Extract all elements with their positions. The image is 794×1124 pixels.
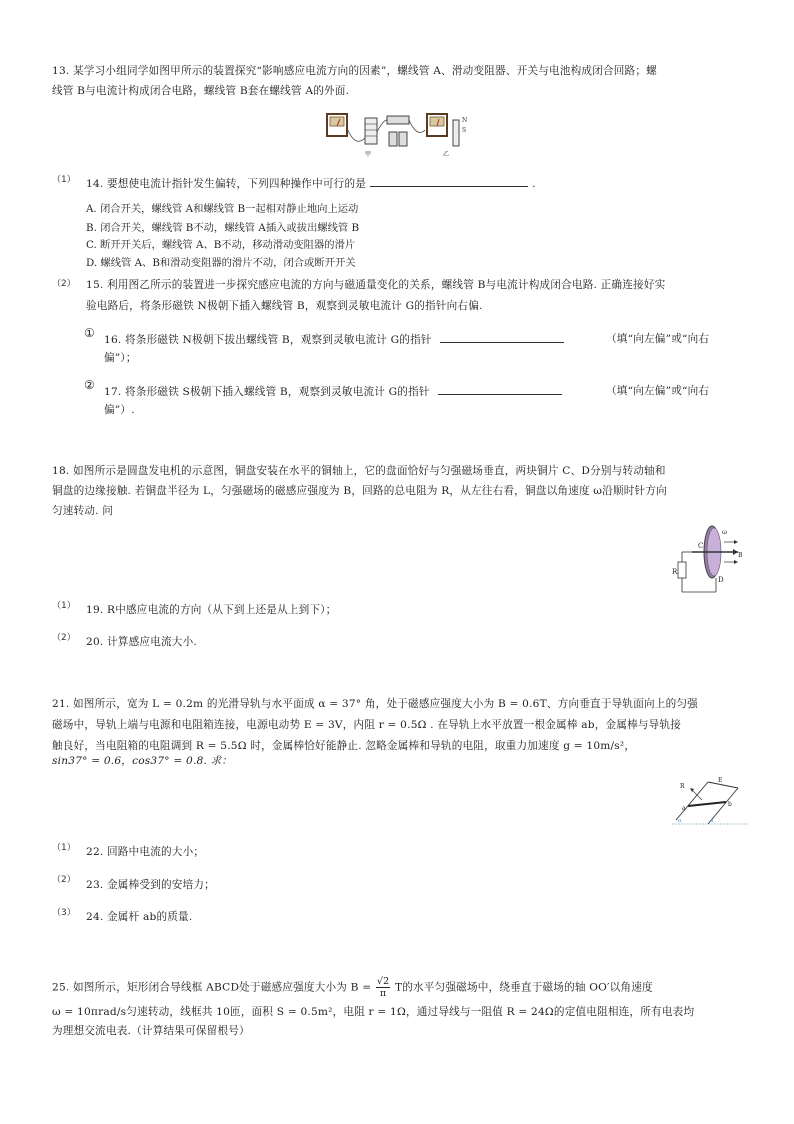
q25-line3: 为理想交流电表.（计算结果可保留根号） <box>52 1025 250 1037</box>
q25-frac-num: √2 <box>376 976 390 987</box>
q21-fig-label-alpha1: α <box>678 818 682 824</box>
svg-text:N: N <box>462 117 468 124</box>
q17-line2: 偏”）. <box>104 404 135 416</box>
svg-text:乙: 乙 <box>443 151 450 158</box>
q25-line1b: T的水平匀强磁场中，绕垂直于磁场的轴 OO′以角速度 <box>394 981 653 994</box>
q16-line1-row <box>104 330 568 350</box>
q14-option-c[interactable]: C. 断开开关后，螺线管 A、B不动，移动滑动变阻器的滑片 <box>86 239 356 251</box>
q21-inclined-rails-figure <box>668 776 752 830</box>
q18-line2: 铜盘的边缘接触. 若铜盘半径为 L，匀强磁场的磁感应强度为 B，回路的总电阻为 R，从左往右看，铜盘以角速度 ω沿顺时针方向 <box>52 485 667 497</box>
q24-text: 24. 金属杆 ab的质量. <box>86 911 193 923</box>
q16-marker: ① <box>84 326 95 340</box>
q21-line4: sin37° = 0.6，cos37° = 0.8. 求： <box>52 755 233 767</box>
q21-line1: 21. 如图所示，宽为 L = 0.2m 的光滑导轨与水平面成 α = 37° 角，处于磁感应强度大小为 B = 0.6T、方向垂直于导轨面向上的匀强 <box>52 698 698 710</box>
q15-line1: 15. 利用图乙所示的装置进一步探究感应电流的方向与磁通量变化的关系，螺线管 B与电流计构成闭合电路. 正确连接好实 <box>86 279 666 291</box>
q14-end: . <box>532 178 536 190</box>
q17-answer-blank[interactable] <box>438 382 562 395</box>
svg-text:甲: 甲 <box>365 151 372 158</box>
q17-line1-row <box>104 382 566 402</box>
q21-line3: 触良好，当电阻箱的电阻调到 R = 5.5Ω 时，金属棒恰好能静止. 忽略金属棒和导轨的电阻，取重力加速度 g = 10m/s²， <box>52 740 636 752</box>
q15-marker: （2） <box>52 279 76 289</box>
q18-fig-label-r: R <box>672 568 678 576</box>
q23-marker: （2） <box>52 875 76 885</box>
q21-fig-label-e: E <box>718 777 723 784</box>
q14-stem-line <box>86 174 536 194</box>
q13-line1: 13. 某学习小组同学如图甲所示的装置探究“影响感应电流方向的因素”，螺线管 A、滑动变阻器、开关与电池构成闭合回路；螺 <box>52 65 657 77</box>
q14-option-d[interactable]: D. 螺线管 A、B和滑动变阻器的滑片不动，闭合或断开开关 <box>86 257 356 269</box>
q16-line2: 偏”）； <box>104 352 137 364</box>
q16-line1: 16. 将条形磁铁 N极朝下拔出螺线管 B，观察到灵敏电流计 G的指针 <box>104 334 432 346</box>
q17-marker: ② <box>84 378 95 392</box>
q18-line1: 18. 如图所示是圆盘发电机的示意图，铜盘安装在水平的铜轴上，它的盘面恰好与匀强磁场垂直，两块铜片 C、D分别与转动轴和 <box>52 465 666 477</box>
q18-disk-generator-figure <box>672 518 746 598</box>
q25-fraction <box>376 976 391 999</box>
q18-fig-label-d: D <box>718 576 724 584</box>
q16-answer-blank[interactable] <box>440 330 564 343</box>
q19-marker: （1） <box>52 601 76 611</box>
q21-fig-label-b: b <box>728 801 732 808</box>
q14-option-b[interactable]: B. 闭合开关，螺线管 B不动，螺线管 A插入或拔出螺线管 B <box>86 222 360 234</box>
q16-hint: （填“向左偏”或“向右 <box>606 333 710 345</box>
q13-apparatus-figure <box>325 108 475 160</box>
q18-fig-label-c: C <box>698 542 704 550</box>
q18-line3: 匀速转动. 问 <box>52 505 114 517</box>
q19-text: 19. R中感应电流的方向（从下到上还是从上到下）； <box>86 604 337 616</box>
q21-line2: 磁场中，导轨上端与电源和电阻箱连接，电源电动势 E = 3V，内阻 r = 0.5Ω . 在导轨上水平放置一根金属棒 ab，金属棒与导轨接 <box>52 719 682 731</box>
q18-fig-label-b: B <box>738 552 743 559</box>
q23-text: 23. 金属棒受到的安培力； <box>86 879 215 891</box>
q21-fig-label-alpha2: α <box>710 818 714 824</box>
q14-answer-blank[interactable] <box>370 174 528 187</box>
q24-marker: （3） <box>52 908 76 918</box>
q14-option-a[interactable]: A. 闭合开关，螺线管 A和螺线管 B一起相对静止地向上运动 <box>86 203 359 215</box>
q25-line2: ω = 10πrad/s匀速转动，线框共 10匝，面积 S = 0.5m²，电阻 r = 1Ω，通过导线与一阻值 R = 24Ω的定值电阻相连，所有电表均 <box>52 1006 695 1018</box>
q15-line2: 验电路后，将条形磁铁 N极朝下插入螺线管 B，观察到灵敏电流计 G的指针向右偏. <box>86 300 483 312</box>
q20-text: 20. 计算感应电流大小. <box>86 636 197 648</box>
svg-text:S: S <box>462 127 467 134</box>
q21-fig-label-a: a <box>682 805 686 812</box>
q25-frac-den: π <box>379 988 387 999</box>
q18-fig-label-omega: ω <box>722 529 727 536</box>
q17-line1: 17. 将条形磁铁 S极朝下插入螺线管 B，观察到灵敏电流计 G的指针 <box>104 386 430 398</box>
q17-hint: （填“向左偏”或“向右 <box>606 385 710 397</box>
q22-text: 22. 回路中电流的大小； <box>86 846 205 858</box>
q14-stem: 14. 要想使电流计指针发生偏转，下列四种操作中可行的是 <box>86 178 367 190</box>
q14-marker: （1） <box>52 175 76 185</box>
q22-marker: （1） <box>52 843 76 853</box>
q13-line2: 线管 B与电流计构成闭合电路，螺线管 B套在螺线管 A的外面. <box>52 85 350 97</box>
q21-fig-label-r: R <box>680 783 685 790</box>
q20-marker: （2） <box>52 633 76 643</box>
q25-line1 <box>52 976 653 999</box>
q25-line1a: 25. 如图所示，矩形闭合导线框 ABCD处于磁感应强度大小为 B = <box>52 981 372 994</box>
